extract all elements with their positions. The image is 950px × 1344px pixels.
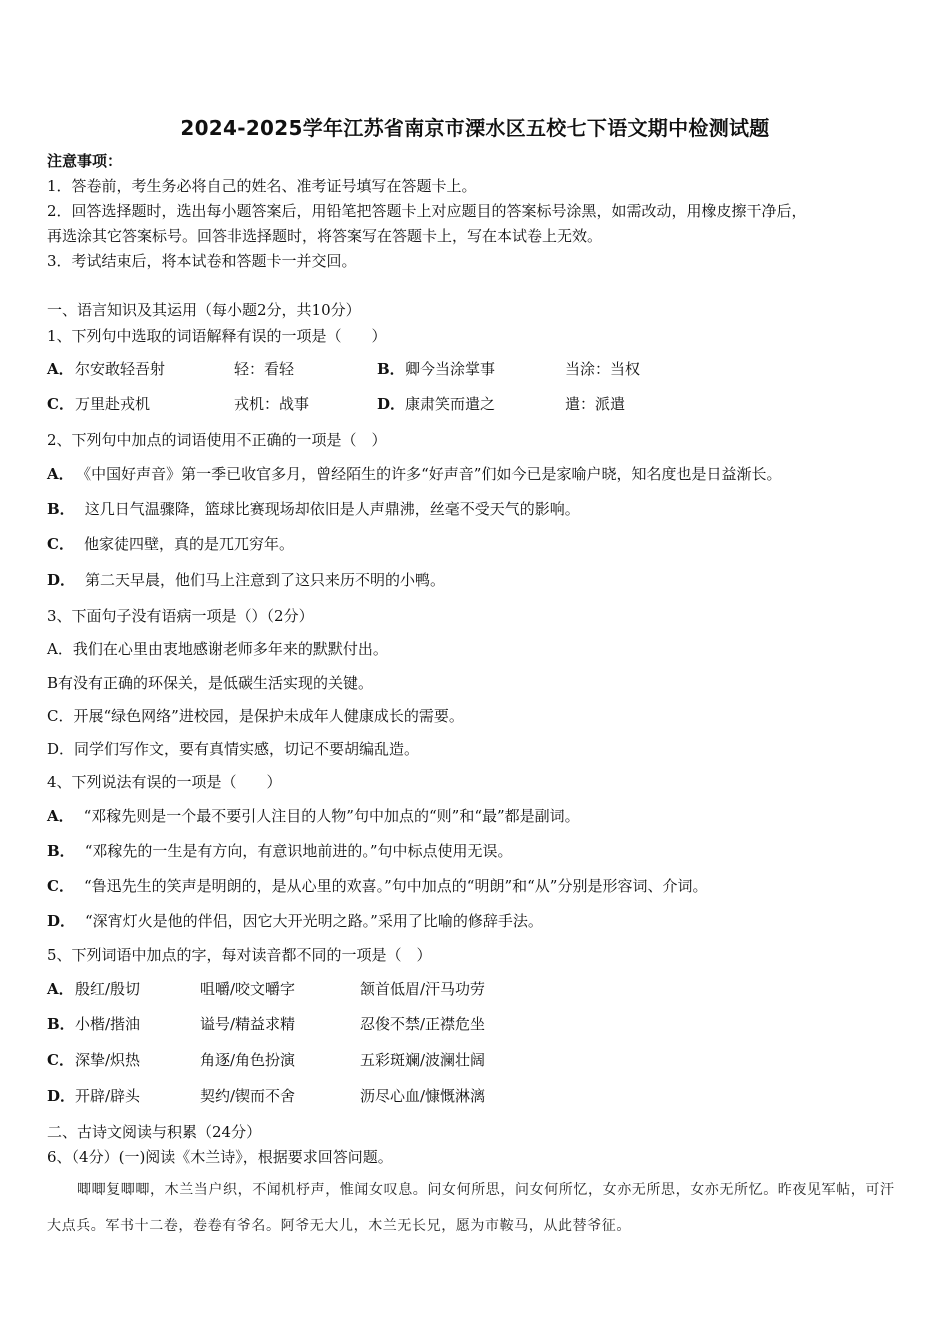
page-title: 2024-2025学年江苏省南京市溧水区五校七下语文期中检测试题 [180, 116, 770, 140]
option-label: C． [47, 877, 74, 895]
option-word: 沥尽心血/慷慨淋漓 [360, 1087, 486, 1105]
option-text: “鲁迅先生的笑声是明朗的，是从心里的欢喜。”句中加点的“明朗”和“从”分别是形容词、介词。 [83, 877, 708, 895]
option-word: 咀嚼/咬文嚼字 [200, 980, 296, 998]
notice-heading: 注意事项： [47, 152, 123, 170]
option: A．我们在心里由衷地感谢老师多年来的默默付出。 [47, 640, 388, 658]
option [47, 841, 513, 861]
option-label: A． [47, 980, 74, 998]
option-text: 万里赴戎机 [75, 395, 151, 413]
reading-passage: 唧唧复唧唧，木兰当户织，不闻机杼声，惟闻女叹息。问女何所思，问女何所忆，女亦无所思，女亦无所忆。昨夜见军帖，可汗大点兵。军书十二卷，卷卷有爷名。阿爷无大儿，木兰无长兄，愿为市鞍马，从此替爷征。 [47, 1182, 895, 1234]
option-text: 卿今当涂掌事 [405, 360, 496, 378]
option-text: “邓稼先则是一个最不要引人注目的人物”句中加点的“则”和“最”都是副词。 [83, 807, 580, 825]
option-label: B． [377, 360, 405, 378]
option-label: B． [47, 1015, 75, 1033]
option-word: 开辟/辟头 [75, 1087, 141, 1105]
notice-item: 3．考试结束后，将本试卷和答题卡一并交回。 [47, 252, 357, 270]
option-label: B． [47, 500, 75, 518]
section-heading: 二、古诗文阅读与积累（24分） [47, 1123, 262, 1141]
option [47, 806, 580, 826]
notice-item: 2．回答选择题时，选出每小题答案后，用铅笔把答题卡上对应题目的答案标号涂黑，如需改动，用橡皮擦干净后， [47, 202, 807, 220]
question-stem: 1、下列句中选取的词语解释有误的一项是（ ） [47, 327, 387, 345]
option-label: A． [47, 360, 74, 378]
option-text: 这几日气温骤降，篮球比赛现场却依旧是人声鼎沸，丝毫不受天气的影响。 [84, 500, 580, 518]
option-label: A． [47, 465, 74, 483]
option-text: 康肃笑而遣之 [405, 395, 496, 413]
option: C．开展“绿色网络”进校园，是保护未成年人健康成长的需要。 [47, 707, 464, 725]
question-stem: 3、下面句子没有语病一项是（）（2分） [47, 607, 314, 625]
option-word: 契约/锲而不舍 [200, 1087, 296, 1105]
option [47, 499, 580, 519]
option [47, 876, 707, 896]
option [47, 534, 294, 554]
option: D．同学们写作文，要有真情实感，切记不要胡编乱造。 [47, 740, 420, 758]
option-label: D． [47, 912, 76, 930]
option-label: B． [47, 842, 75, 860]
option-text: “深宵灯火是他的伴侣，因它大开光明之路。”采用了比喻的修辞手法。 [85, 912, 543, 930]
option-word: 颔首低眉/汗马功劳 [360, 980, 486, 998]
option-word: 谥号/精益求精 [200, 1015, 296, 1033]
option-label: D． [47, 571, 76, 589]
option-gloss: 轻：看轻 [234, 360, 295, 378]
question-stem: 5、下列词语中加点的字，每对读音都不同的一项是（ ） [47, 946, 432, 964]
notice-item: 1．答卷前，考生务必将自己的姓名、准考证号填写在答题卡上。 [47, 177, 477, 195]
option-word: 小楷/揩油 [75, 1015, 141, 1033]
option-gloss: 戎机：战事 [234, 395, 310, 413]
option-word: 角逐/角色扮演 [200, 1051, 296, 1069]
option [47, 464, 781, 484]
section-heading: 一、语言知识及其运用（每小题2分，共10分） [47, 301, 361, 319]
option-gloss: 当涂：当权 [565, 360, 641, 378]
option [47, 570, 445, 590]
option-text: 他家徒四壁，真的是兀兀穷年。 [83, 535, 294, 553]
option-word: 殷红/殷切 [75, 980, 141, 998]
option-text: 尔安敢轻吾射 [75, 360, 166, 378]
question-stem: 2、下列句中加点的词语使用不正确的一项是（ ） [47, 431, 387, 449]
option-label: C． [47, 535, 74, 553]
option-word: 五彩斑斓/波澜壮阔 [360, 1051, 486, 1069]
option-gloss: 遣：派遣 [565, 395, 626, 413]
option [47, 911, 543, 931]
option-word: 深挚/炽热 [75, 1051, 141, 1069]
option-label: A． [47, 807, 74, 825]
option-text: 《中国好声音》第一季已收官多月，曾经陌生的许多“好声音”们如今已是家喻户晓，知名度也是日益渐长。 [83, 465, 782, 483]
question-stem: 6、（4分）(一)阅读《木兰诗》，根据要求回答问题。 [47, 1148, 393, 1166]
option-label: C． [47, 395, 74, 413]
option-text: 第二天早晨，他们马上注意到了这只来历不明的小鸭。 [85, 571, 446, 589]
option-text: “邓稼先的一生是有方向，有意识地前进的。”句中标点使用无误。 [84, 842, 513, 860]
option-word: 忍俊不禁/正襟危坐 [360, 1015, 486, 1033]
option: B有没有正确的环保关，是低碳生活实现的关键。 [47, 674, 374, 692]
option-label: C． [47, 1051, 74, 1069]
option-label: D． [377, 395, 406, 413]
question-stem: 4、下列说法有误的一项是（ ） [47, 773, 282, 791]
option-label: D． [47, 1087, 76, 1105]
notice-item: 再选涂其它答案标号。回答非选择题时，将答案写在答题卡上，写在本试卷上无效。 [47, 227, 603, 245]
